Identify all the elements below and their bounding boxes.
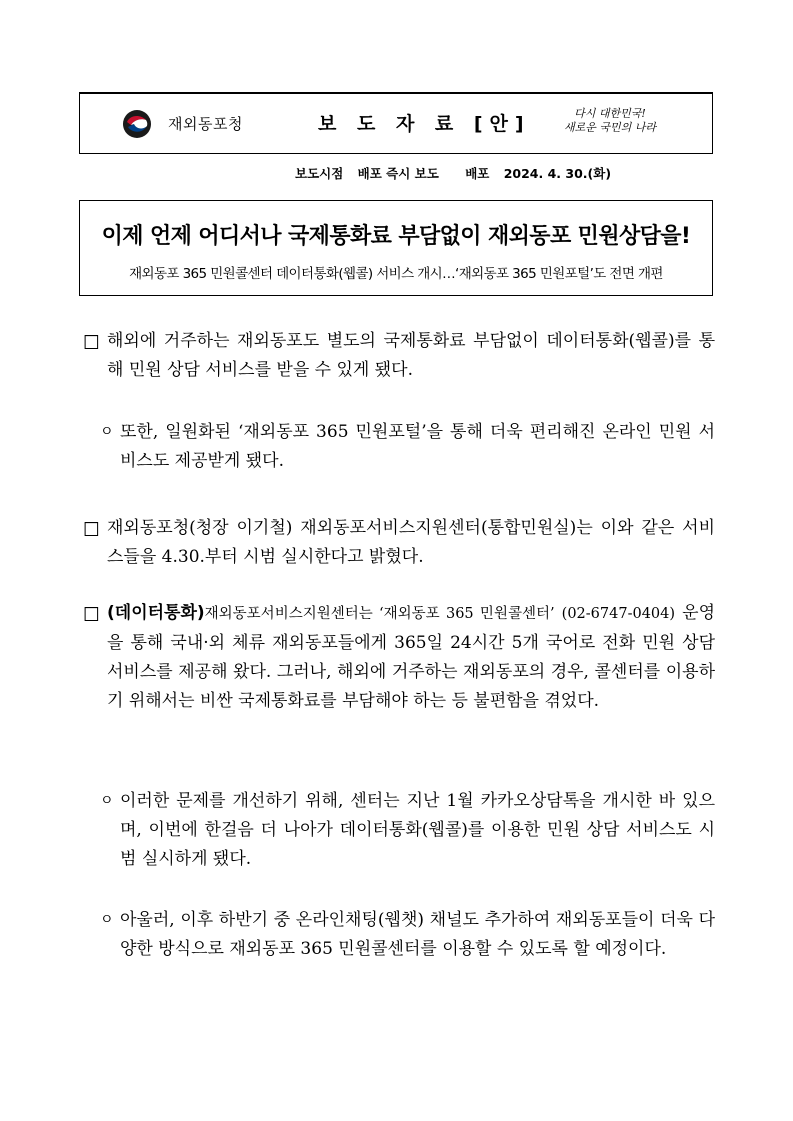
press-release-header xyxy=(79,92,713,154)
circle-bullet-icon: ㅇ xyxy=(100,912,114,928)
circle-bullet-icon: ㅇ xyxy=(100,793,114,809)
release-date-value: 2024. 4. 30.(화) xyxy=(503,166,612,181)
headline-subtitle: 재외동포 365 민원콜센터 데이터통화(웹콜) 서비스 개시…‘재외동포 365 민원포털’도 전면 개편 xyxy=(129,266,663,282)
release-info xyxy=(295,164,633,182)
paragraph-3-sub-2-text: 아울러, 이후 하반기 중 온라인채팅(웹챗) 채널도 추가하여 재외동포들이 더욱 다양한 방식으로 재외동포 365 민원콜센터를 이용할 수 있도록 할 예정이다. xyxy=(120,910,715,959)
release-time-label: 보도시점 xyxy=(295,166,344,181)
headline-box xyxy=(79,200,713,296)
paragraph-2 xyxy=(83,514,715,572)
paragraph-3-body: 운영을 통해 국내·외 체류 재외동포들에게 365일 24시간 5개 국어로 전화 민원 상담 서비스를 제공해 왔다. 그러나, 해외에 거주하는 재외동포의 경우, 콜센터를 이용하기 위해서는 비싼 국제통화료를 부담해야 하는 등 불편함을 겪었다. xyxy=(107,603,715,711)
paragraph-1-sub xyxy=(100,418,715,476)
checkbox-bullet-icon: ☐ xyxy=(83,604,101,626)
slogan xyxy=(550,107,670,135)
circle-bullet-icon: ㅇ xyxy=(100,424,114,440)
government-emblem-icon xyxy=(122,109,152,139)
paragraph-3-sub-1-text: 이러한 문제를 개선하기 위해, 센터는 지난 1월 카카오상담톡을 개시한 바 있으며, 이번에 한걸음 더 나아가 데이터통화(웹콜)를 이용한 민원 상담 서비스도 시범 실시하게 됐다. xyxy=(120,791,715,869)
agency-name: 재외동포청 xyxy=(168,115,243,133)
release-time-value: 배포 즉시 보도 xyxy=(357,166,439,181)
document-title: 보 도 자 료 [안] xyxy=(318,113,531,135)
paragraph-3-lead: (데이터통화) xyxy=(107,603,205,623)
callcenter-phone: (02-6747-0404) xyxy=(561,606,676,622)
slogan-line-1: 다시 대한민국! xyxy=(574,107,646,120)
paragraph-1-sub-text: 또한, 일원화된 ‘재외동포 365 민원포털’을 통해 더욱 편리해진 온라인 민원 서비스도 제공받게 됐다. xyxy=(120,422,715,471)
paragraph-3 xyxy=(83,599,715,716)
checkbox-bullet-icon: ☐ xyxy=(83,332,101,354)
paragraph-3-sub-2 xyxy=(100,906,715,964)
slogan-line-2: 새로운 국민의 나라 xyxy=(563,121,656,134)
paragraph-3-sub-1 xyxy=(100,787,715,874)
paragraph-1 xyxy=(83,327,715,385)
headline-title: 이제 언제 어디서나 국제통화료 부담없이 재외동포 민원상담을! xyxy=(101,224,691,249)
paragraph-3-text xyxy=(83,599,715,716)
paragraph-2-text: 재외동포청(청장 이기철) 재외동포서비스지원센터(통합민원실)는 이와 같은 서비스들을 4.30.부터 시범 실시한다고 밝혔다. xyxy=(107,518,715,567)
paragraph-3-intro: 재외동포서비스지원센터는 ‘재외동포 365 민원콜센터’ xyxy=(204,606,555,622)
paragraph-1-text: 해외에 거주하는 재외동포도 별도의 국제통화료 부담없이 데이터통화(웹콜)를 통해 민원 상담 서비스를 받을 수 있게 됐다. xyxy=(107,331,715,380)
checkbox-bullet-icon: ☐ xyxy=(83,519,101,541)
release-date-label: 배포 xyxy=(465,166,490,181)
